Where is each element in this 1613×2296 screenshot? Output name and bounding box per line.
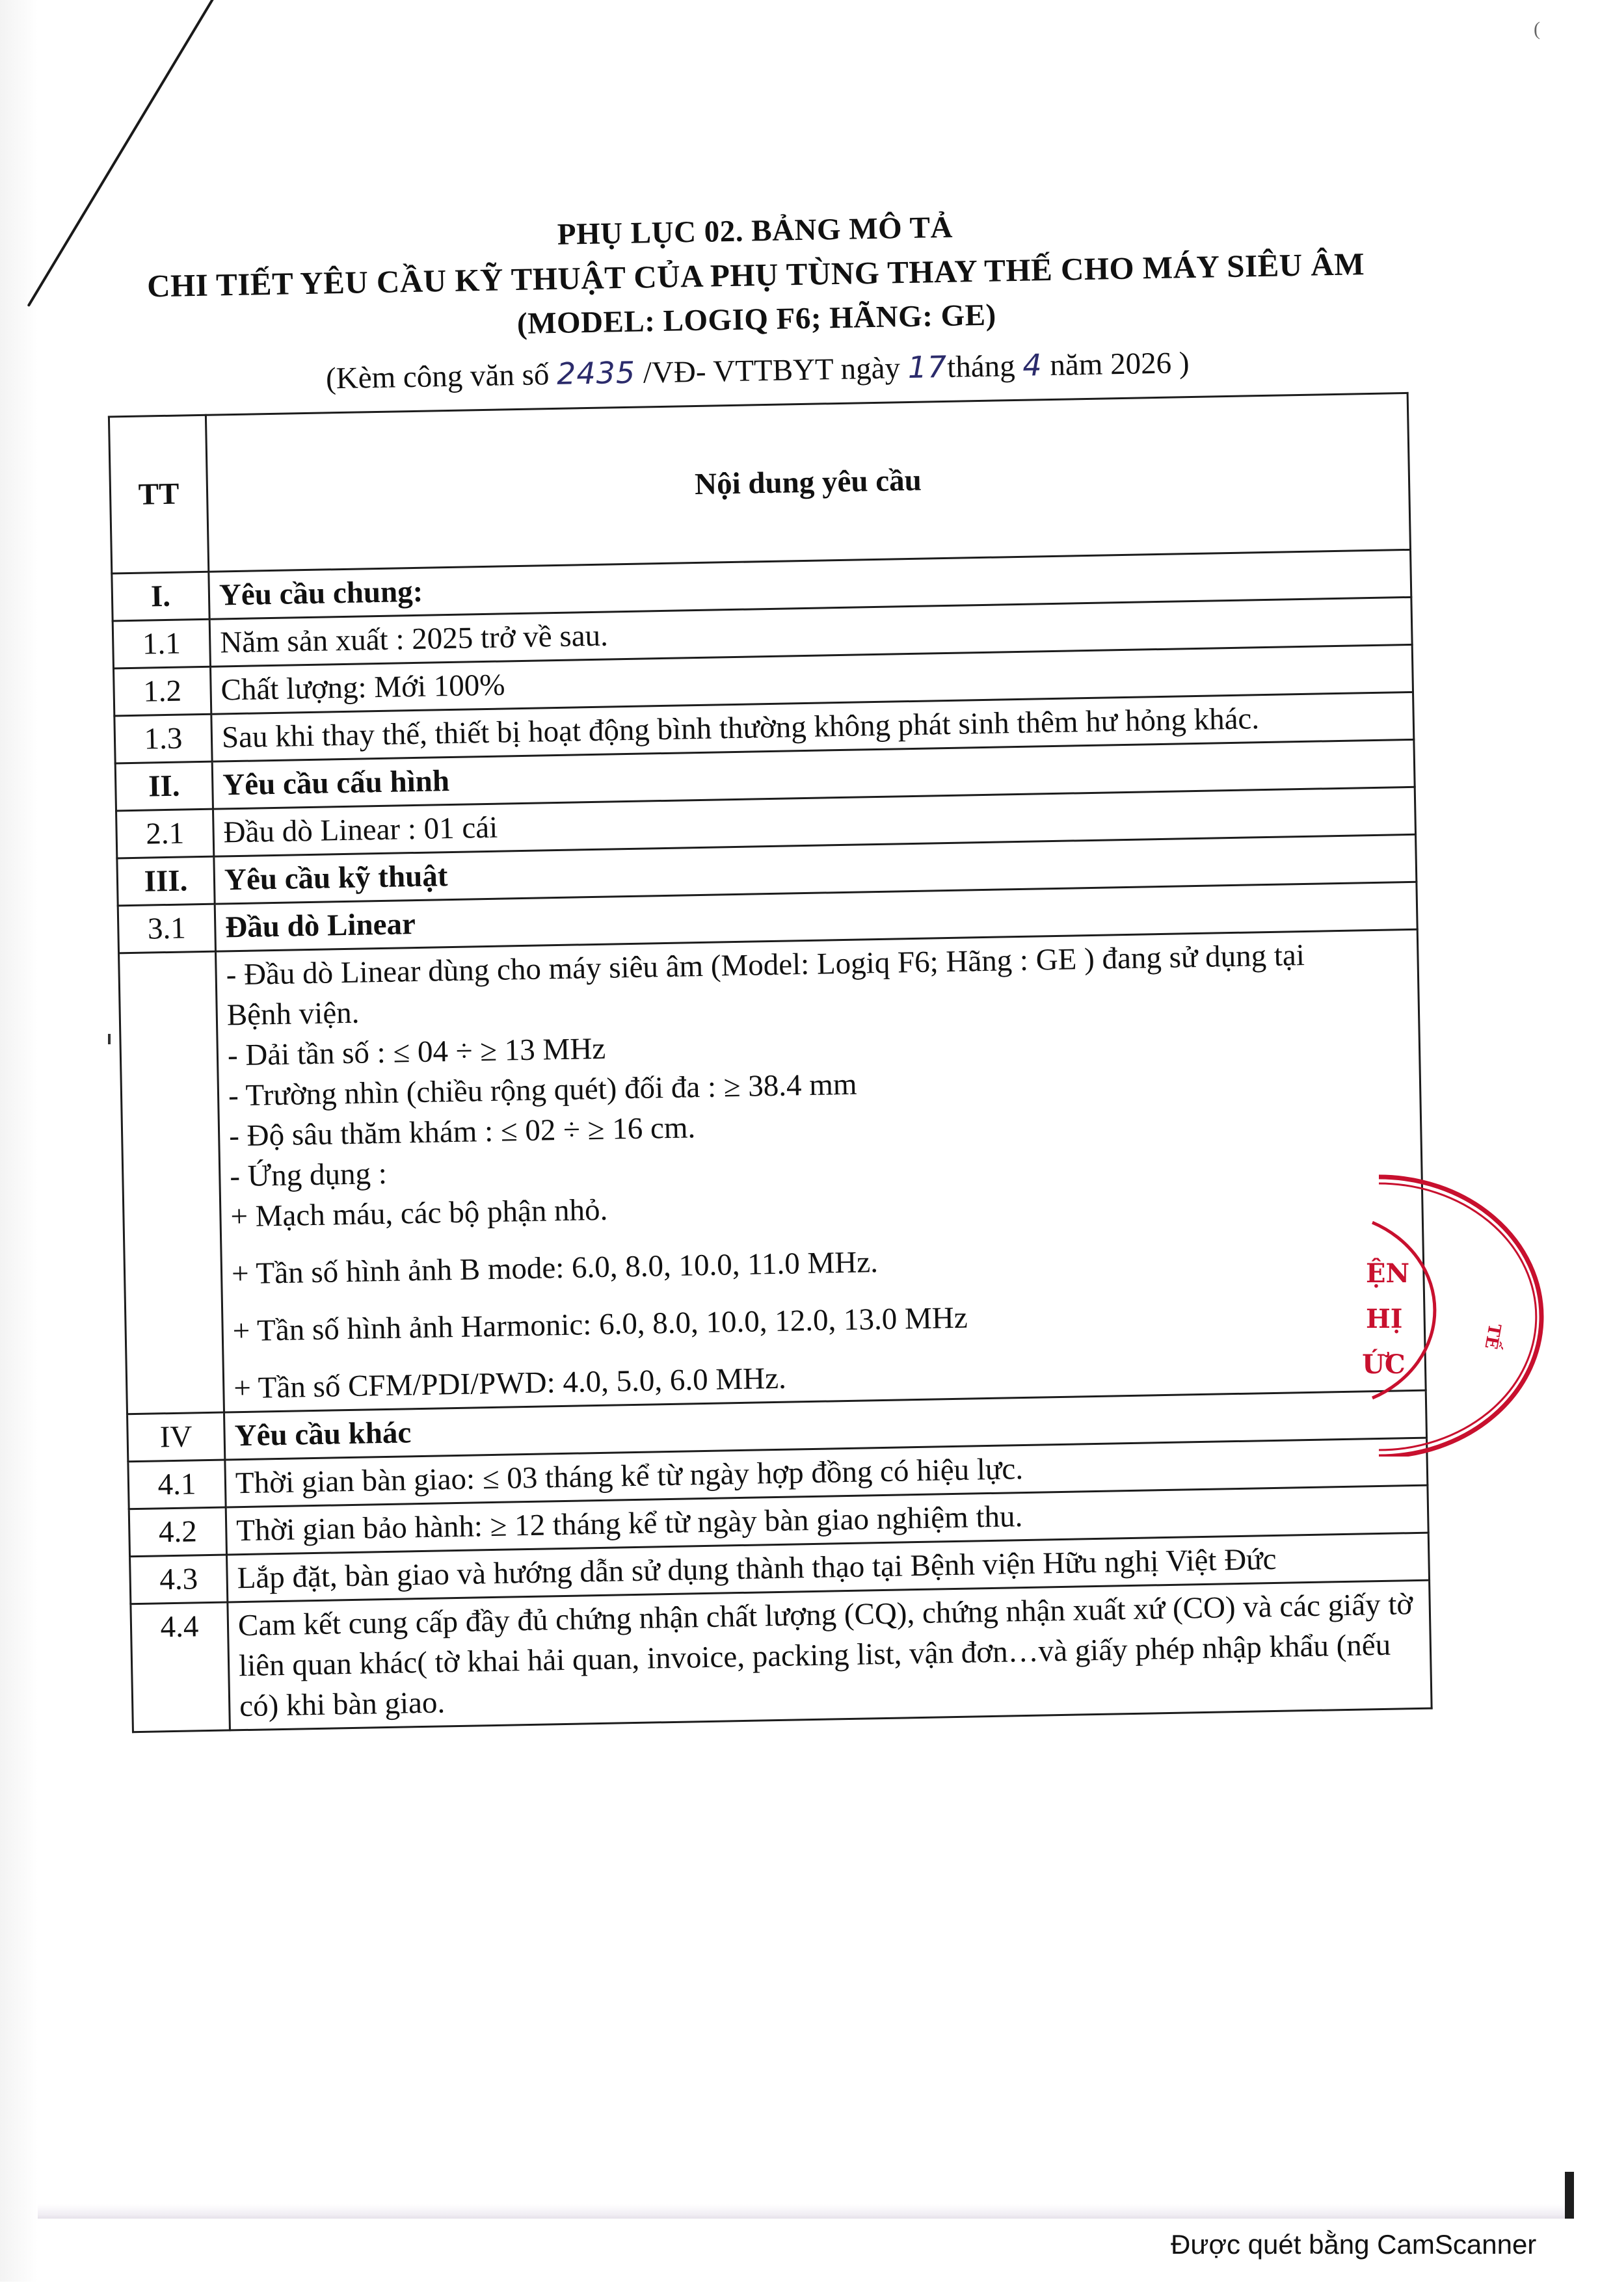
item-number: 2.1	[116, 809, 214, 858]
seal-text: ỨC	[1362, 1349, 1406, 1380]
scanner-watermark: Được quét bằng CamScanner	[1171, 2229, 1537, 2260]
spec-line: + Tần số hình ảnh B mode: 6.0, 8.0, 10.0, 11.0 MHz.	[231, 1245, 879, 1291]
section-title: Yêu cầu kỹ thuật	[214, 834, 1417, 904]
title-block	[104, 197, 1407, 354]
item-text: Đầu dò Linear	[215, 882, 1417, 951]
section-number: I.	[112, 572, 209, 621]
seal-text: HỊ	[1366, 1304, 1403, 1334]
spec-line: - Ứng dụng :	[229, 1156, 388, 1194]
table-row	[131, 1580, 1432, 1732]
corner-mark: (	[1534, 18, 1540, 40]
column-header-tt: TT	[109, 415, 208, 574]
section-title: Yêu cầu khác	[224, 1390, 1426, 1460]
spec-line: + Tần số hình ảnh Harmonic: 6.0, 8.0, 10.0, 12.0, 13.0 MHz	[232, 1300, 968, 1349]
scan-bottom-edge	[38, 2204, 1573, 2219]
seal-text: TẾ	[1480, 1322, 1504, 1351]
item-number: 4.1	[128, 1460, 226, 1509]
item-text: Sau khi thay thế, thiết bị hoạt động bình thường không phát sinh thêm hư hỏng khác.	[211, 692, 1414, 761]
item-number: 4.3	[130, 1555, 228, 1604]
handwritten-day: 17	[907, 349, 948, 386]
section-number: III.	[117, 856, 215, 906]
item-text: Thời gian bàn giao: ≤ 03 tháng kể từ ngày hợp đồng có hiệu lực.	[225, 1438, 1428, 1507]
spec-line: + Mạch máu, các bộ phận nhỏ.	[230, 1193, 608, 1234]
item-text: Năm sản xuất : 2025 trở về sau.	[209, 597, 1412, 666]
seal-text: ỆN	[1366, 1258, 1410, 1289]
spec-line: - Đầu dò Linear dùng cho máy siêu âm (Model: Logiq F6; Hãng : GE ) đang sử dụng tại	[226, 938, 1305, 992]
item-text: Lắp đặt, bàn giao và hướng dẫn sử dụng thành thạo tại Bệnh viện Hữu nghị Việt Đức	[227, 1533, 1430, 1602]
handwritten-month: 4	[1022, 347, 1043, 383]
section-title: Yêu cầu cấu hình	[212, 739, 1415, 809]
scan-corner-shadow	[1565, 2172, 1574, 2219]
appendix-title: PHỤ LỤC 02. BẢNG MÔ TẢ	[557, 210, 953, 252]
table-header-row	[109, 393, 1410, 574]
spec-line: - Dải tần số : ≤ 04 ÷ ≥ 13 MHz	[227, 1031, 606, 1073]
column-header-content: Nội dung yêu cầu	[206, 393, 1410, 572]
section-title: Yêu cầu chung:	[209, 549, 1411, 619]
spec-line: Bệnh viện.	[226, 996, 360, 1033]
item-number: 1.2	[114, 666, 211, 716]
item-number-empty	[119, 951, 224, 1414]
section-number: II.	[115, 761, 213, 811]
reference-line: (Kèm công văn số 2435 /VĐ- VTTBYT ngày 17tháng 4 năm 2026 )	[325, 346, 1190, 396]
item-text: Chất lượng: Mới 100%	[210, 644, 1413, 714]
handwritten-doc-number: 2435	[556, 354, 636, 391]
item-number: 1.3	[114, 714, 212, 763]
spec-line: - Độ sâu thăm khám : ≤ 02 ÷ ≥ 16 cm.	[228, 1111, 696, 1154]
spec-line: + Tần số CFM/PDI/PWD: 4.0, 5.0, 6.0 MHz.	[233, 1361, 787, 1406]
model-line: (MODEL: LOGIQ F6; HÃNG: GE)	[516, 298, 997, 341]
item-number: 4.2	[129, 1507, 226, 1557]
item-number: 3.1	[118, 904, 215, 953]
margin-mark	[108, 1034, 111, 1044]
table-row-details	[119, 929, 1426, 1414]
item-number: 4.4	[131, 1602, 230, 1732]
probe-specifications	[216, 929, 1426, 1412]
spec-line: - Trường nhìn (chiều rộng quét) đối đa : ≥ 38.4 mm	[228, 1067, 857, 1113]
document-title: CHI TIẾT YÊU CẦU KỸ THUẬT CỦA PHỤ TÙNG THAY THẾ CHO MÁY SIÊU ÂM	[146, 246, 1365, 304]
requirements-table	[108, 392, 1433, 1733]
item-text: Đầu dò Linear : 01 cái	[213, 787, 1415, 856]
section-number: IV	[127, 1412, 225, 1462]
item-text: Thời gian bảo hành: ≥ 12 tháng kể từ ngày bàn giao nghiệm thu.	[226, 1485, 1428, 1555]
item-text: Cam kết cung cấp đầy đủ chứng nhận chất lượng (CQ), chứng nhận xuất xứ (CO) và các giấy tờ liên quan khác( tờ khai hải quan, invoice, packing list, vận đơn…và giấy phép nhập khẩu (nếu có) khi bàn giao.	[228, 1580, 1432, 1730]
item-number: 1.1	[113, 619, 210, 668]
